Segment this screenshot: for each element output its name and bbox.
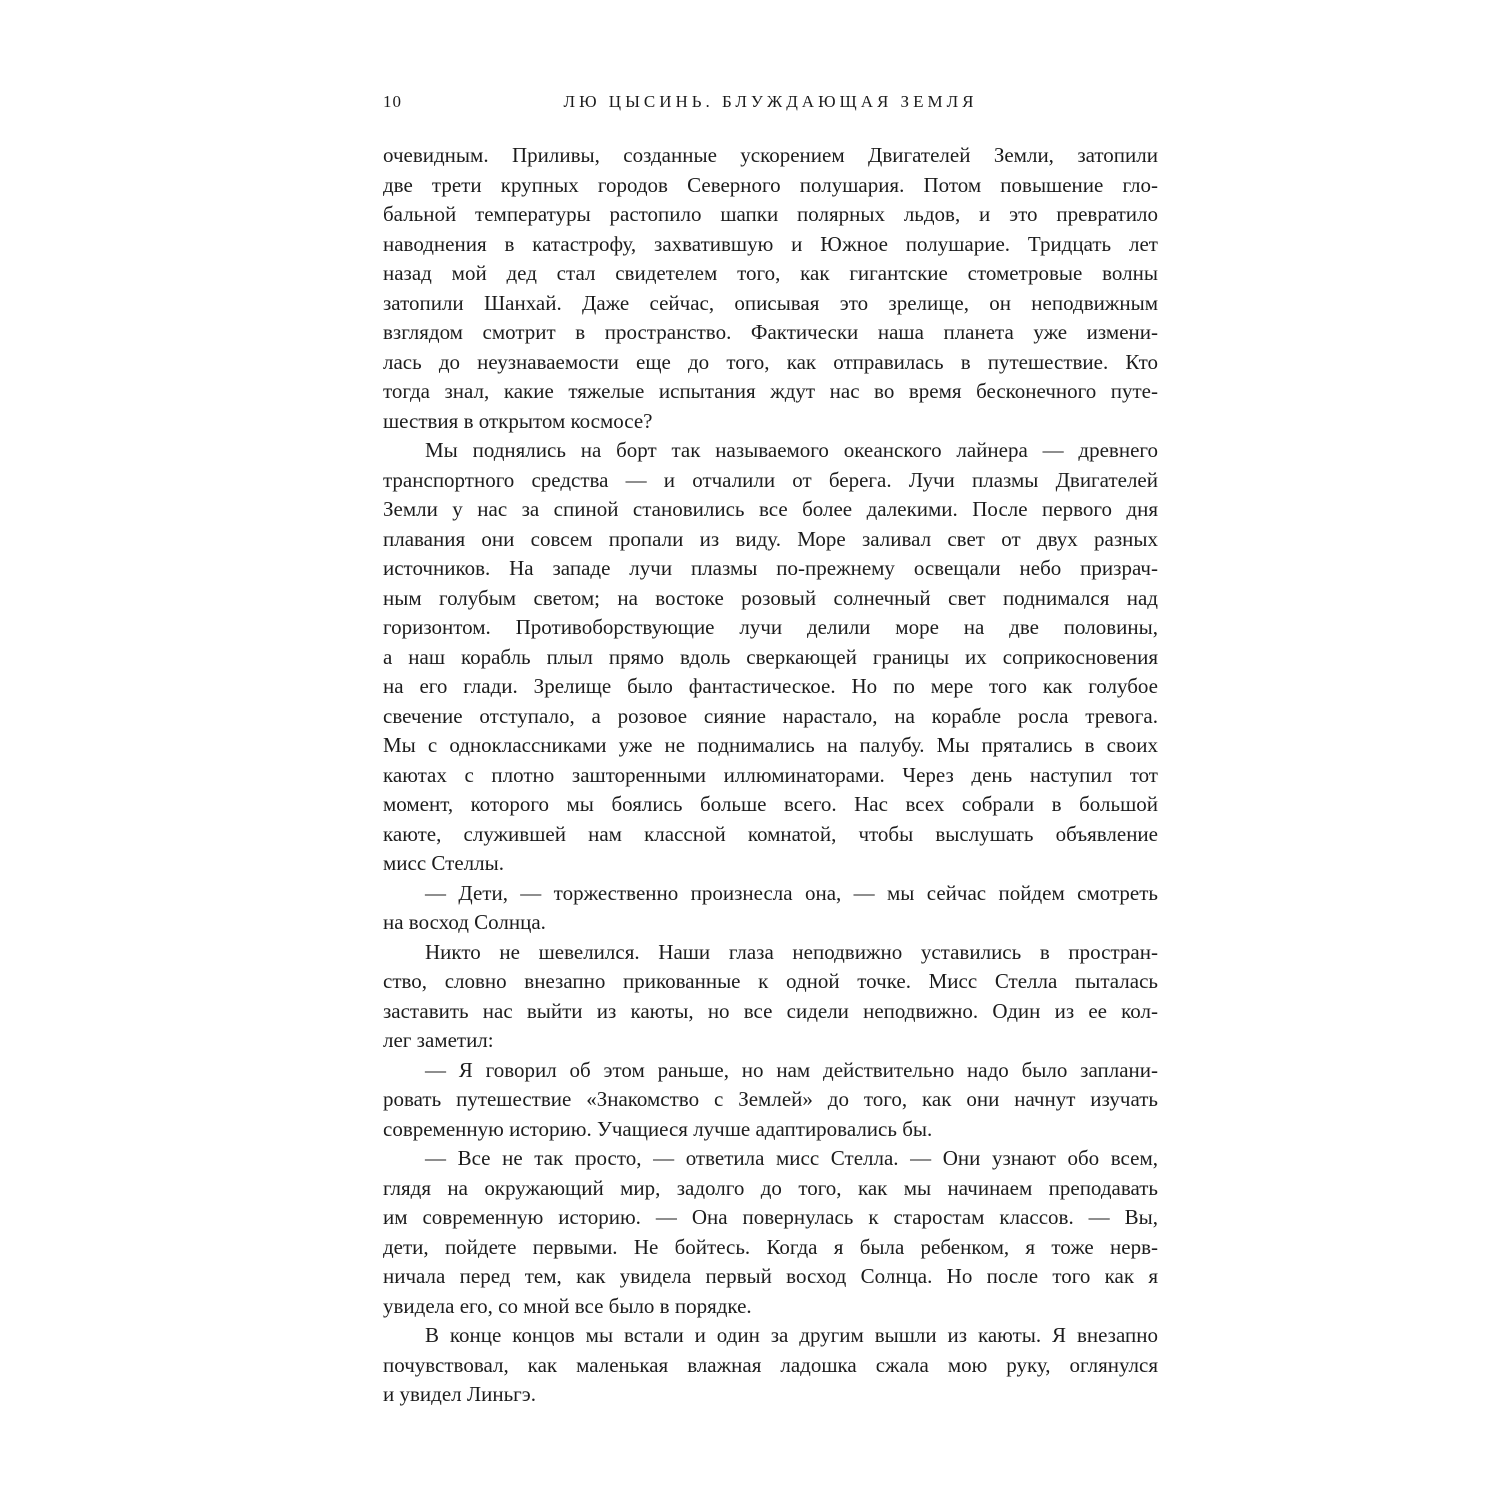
running-title: ЛЮ ЦЫСИНЬ. БЛУЖДАЮЩАЯ ЗЕМЛЯ <box>563 92 978 111</box>
text-line: заставить нас выйти из каюты, но все сидели неподвижно. Один из ее кол- <box>383 998 1158 1023</box>
text-line: В конце концов мы встали и один за другим вышли из каюты. Я внезапно <box>425 1323 1158 1347</box>
text-line: на восход Солнца. <box>383 910 546 934</box>
text-line: шествия в открытом космосе? <box>383 408 653 433</box>
text-line: лась до неузнаваемости еще до того, как отправилась в путешествие. Кто <box>383 349 1158 374</box>
text-line: и увидел Линьгэ. <box>383 1382 537 1406</box>
text-line: дети, пойдете первыми. Не бойтесь. Когда я была ребенком, я тоже нерв- <box>383 1234 1158 1259</box>
text-line: им современную историю. — Она повернулась к старостам классов. — Вы, <box>383 1205 1158 1229</box>
page-number: 10 <box>383 92 402 111</box>
text-line: ничала перед тем, как увидела первый восход Солнца. Но после того как я <box>383 1264 1158 1288</box>
text-line: почувствовал, как маленькая влажная ладошка сжала мою руку, оглянулся <box>383 1352 1158 1377</box>
text-line: Никто не шевелился. Наши глаза неподвижно уставились в простран- <box>425 939 1158 964</box>
text-line: горизонтом. Противоборствующие лучи делили море на две половины, <box>383 615 1158 639</box>
text-line: назад мой дед стал свидетелем того, как гигантские стометровые волны <box>383 261 1158 285</box>
text-line: а наш корабль плыл прямо вдоль сверкающей границы их соприкосновения <box>383 644 1158 669</box>
text-line: современную историю. Учащиеся лучше адаптировались бы. <box>383 1116 933 1141</box>
text-line: — Дети, — торжественно произнесла она, — мы сейчас пойдем смотреть <box>425 880 1158 905</box>
text-line: ным голубым светом; на востоке розовый солнечный свет поднимался над <box>383 585 1158 610</box>
text-line: плавания они совсем пропали из виду. Море заливал свет от двух разных <box>383 526 1158 551</box>
text-line: увидела его, со мной все было в порядке. <box>383 1293 752 1318</box>
body-text <box>383 141 1158 1410</box>
text-line: взглядом смотрит в пространство. Фактически наша планета уже измени- <box>383 320 1158 344</box>
text-line: очевидным. Приливы, созданные ускорением Двигателей Земли, затопили <box>383 143 1158 167</box>
text-line: ровать путешествие «Знакомство с Землей» до того, как они начнут изучать <box>383 1087 1158 1111</box>
text-line: Мы с одноклассниками уже не поднимались на палубу. Мы прятались в своих <box>383 733 1158 757</box>
text-line: транспортного средства — и отчалили от берега. Лучи плазмы Двигателей <box>383 467 1158 492</box>
text-line: бальной температуры растопило шапки полярных льдов, и это превратило <box>383 202 1158 226</box>
text-line: свечение отступало, а розовое сияние нарастало, на корабле росла тревога. <box>383 703 1158 728</box>
text-line: на его глади. Зрелище было фантастическое. Но по мере того как голубое <box>383 674 1158 698</box>
text-line: момент, которого мы боялись больше всего. Нас всех собрали в большой <box>383 792 1158 816</box>
text-line: тогда знал, какие тяжелые испытания ждут нас во время бесконечного путе- <box>383 379 1158 403</box>
text-line: — Все не так просто, — ответила мисс Стелла. — Они узнают обо всем, <box>425 1146 1158 1170</box>
text-line: каюте, служившей нам классной комнатой, чтобы выслушать объявление <box>383 821 1158 846</box>
text-line: наводнения в катастрофу, захватившую и Южное полушарие. Тридцать лет <box>383 231 1158 256</box>
text-line: источников. На западе лучи плазмы по-прежнему освещали небо призрач- <box>383 556 1158 580</box>
text-line: две трети крупных городов Северного полушария. Потом повышение гло- <box>383 172 1158 197</box>
text-line: затопили Шанхай. Даже сейчас, описывая это зрелище, он неподвижным <box>383 290 1158 315</box>
text-line: ство, словно внезапно прикованные к одной точке. Мисс Стелла пыталась <box>383 969 1158 993</box>
text-line: Мы поднялись на борт так называемого океанского лайнера — древнего <box>425 438 1158 462</box>
text-line: — Я говорил об этом раньше, но нам действительно надо было заплани- <box>425 1057 1158 1082</box>
running-head <box>383 92 1158 116</box>
text-line: Земли у нас за спиной становились все более далекими. После первого дня <box>383 497 1158 521</box>
text-line: каютах с плотно зашторенными иллюминаторами. Через день наступил тот <box>383 762 1158 787</box>
text-line: глядя на окружающий мир, задолго до того, как мы начинаем преподавать <box>383 1175 1158 1200</box>
text-line: мисс Стеллы. <box>383 851 504 875</box>
text-line: лег заметил: <box>383 1028 494 1052</box>
